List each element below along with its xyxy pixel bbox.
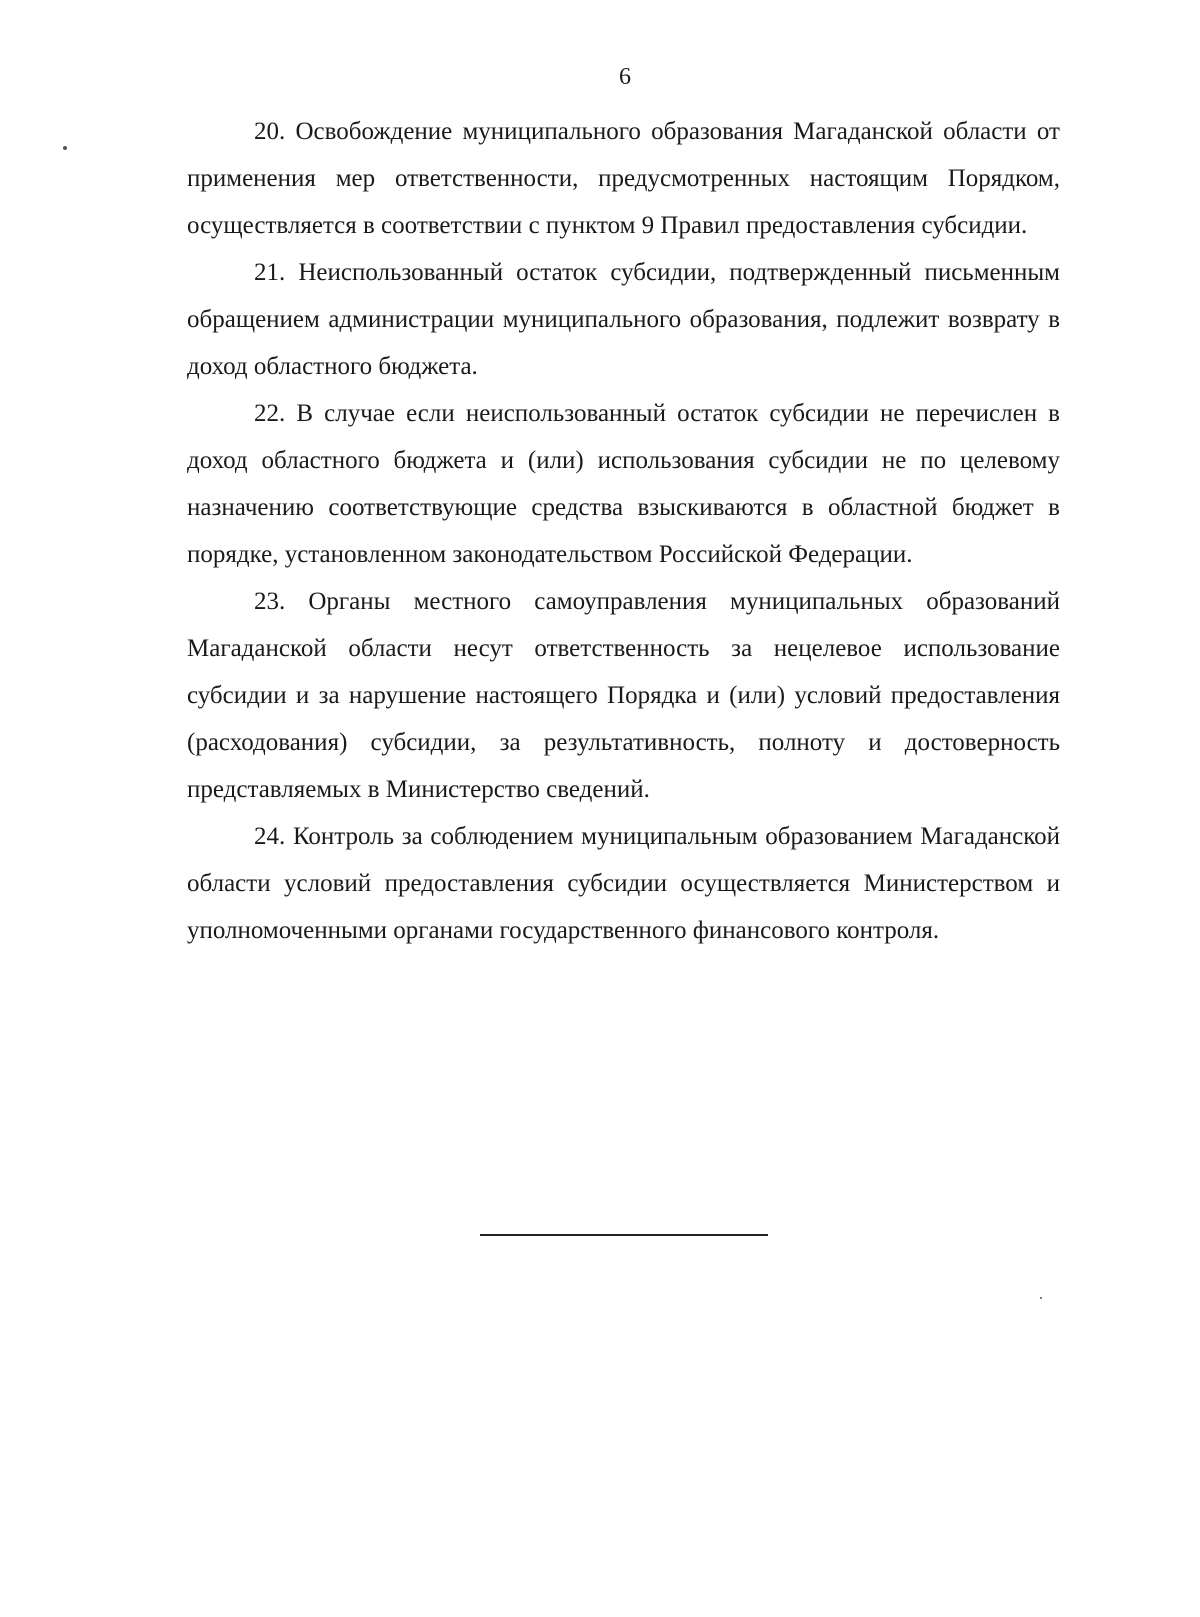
closing-divider-line	[480, 1234, 768, 1236]
scan-speck-mark	[1040, 1297, 1042, 1299]
paragraph-20: 20. Освобождение муниципального образования Магаданской области от применения мер ответственности, предусмотренных настоящим Порядком, осуществляется в соответствии с пунктом 9 Правил предоставления субсидии.	[187, 118, 1060, 239]
scan-speck-mark	[63, 146, 67, 150]
page-number: 6	[619, 64, 631, 90]
paragraph-23: 23. Органы местного самоуправления муниципальных образований Магаданской области несут ответственность за нецелевое использование субсидии и за нарушение настоящего Порядка и (или) условий предоставления (расходования) субсидии, за результативность, полноту и достоверность представляемых в Министерство сведений.	[187, 588, 1060, 803]
paragraph-21: 21. Неиспользованный остаток субсидии, подтвержденный письменным обращением администрации муниципального образования, подлежит возврату в доход областного бюджета.	[187, 259, 1060, 380]
paragraph-22: 22. В случае если неиспользованный остаток субсидии не перечислен в доход областного бюджета и (или) использования субсидии не по целевому назначению соответствующие средства взыскиваются в областной бюджет в порядке, установленном законодательством Российской Федерации.	[187, 400, 1060, 568]
document-body	[187, 108, 1060, 954]
paragraph-24: 24. Контроль за соблюдением муниципальным образованием Магаданской области условий предоставления субсидии осуществляется Министерством и уполномоченными органами государственного финансового контроля.	[187, 823, 1060, 944]
